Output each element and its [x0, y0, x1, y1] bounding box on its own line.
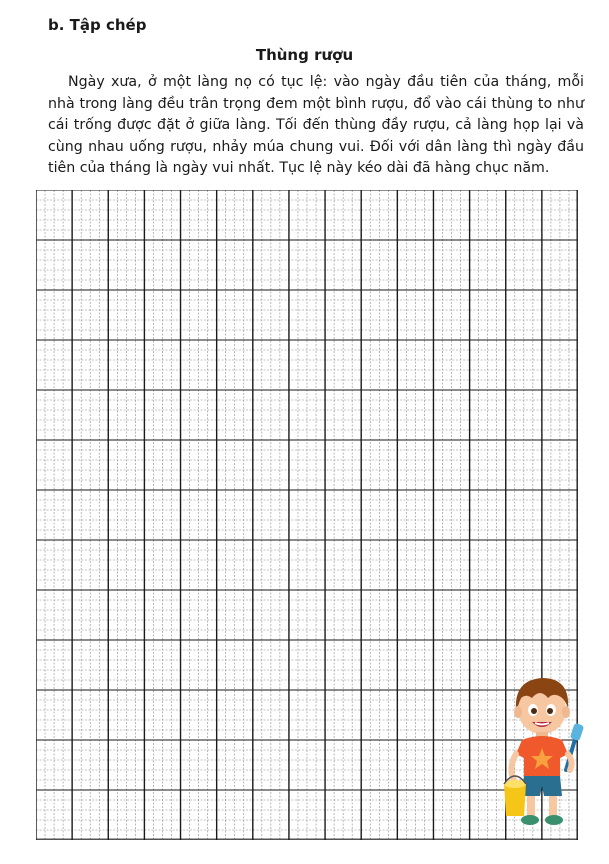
- passage-text: Ngày xưa, ở một làng nọ có tục lệ: vào ngày đầu tiên của tháng, mỗi nhà trong làng đều trân trọng đem một bình rượu, đổ vào cái thùng to như cái trống được đặt ở giữa làng. Tối đến thùng đầy rượu, cả làng họp lại và cùng nhau uống rượu, nhảy múa chung vui. Đối với dân làng thì ngày đầu tiên của tháng là ngày vui nhất. Tục lệ này kéo dài đã hàng chục năm.: [48, 74, 584, 177]
- section-heading: b. Tập chép: [48, 16, 147, 34]
- child-painter-illustration: [494, 672, 594, 832]
- paint-bucket-icon: [504, 776, 526, 816]
- passage-title: Thùng rượu: [255, 46, 354, 64]
